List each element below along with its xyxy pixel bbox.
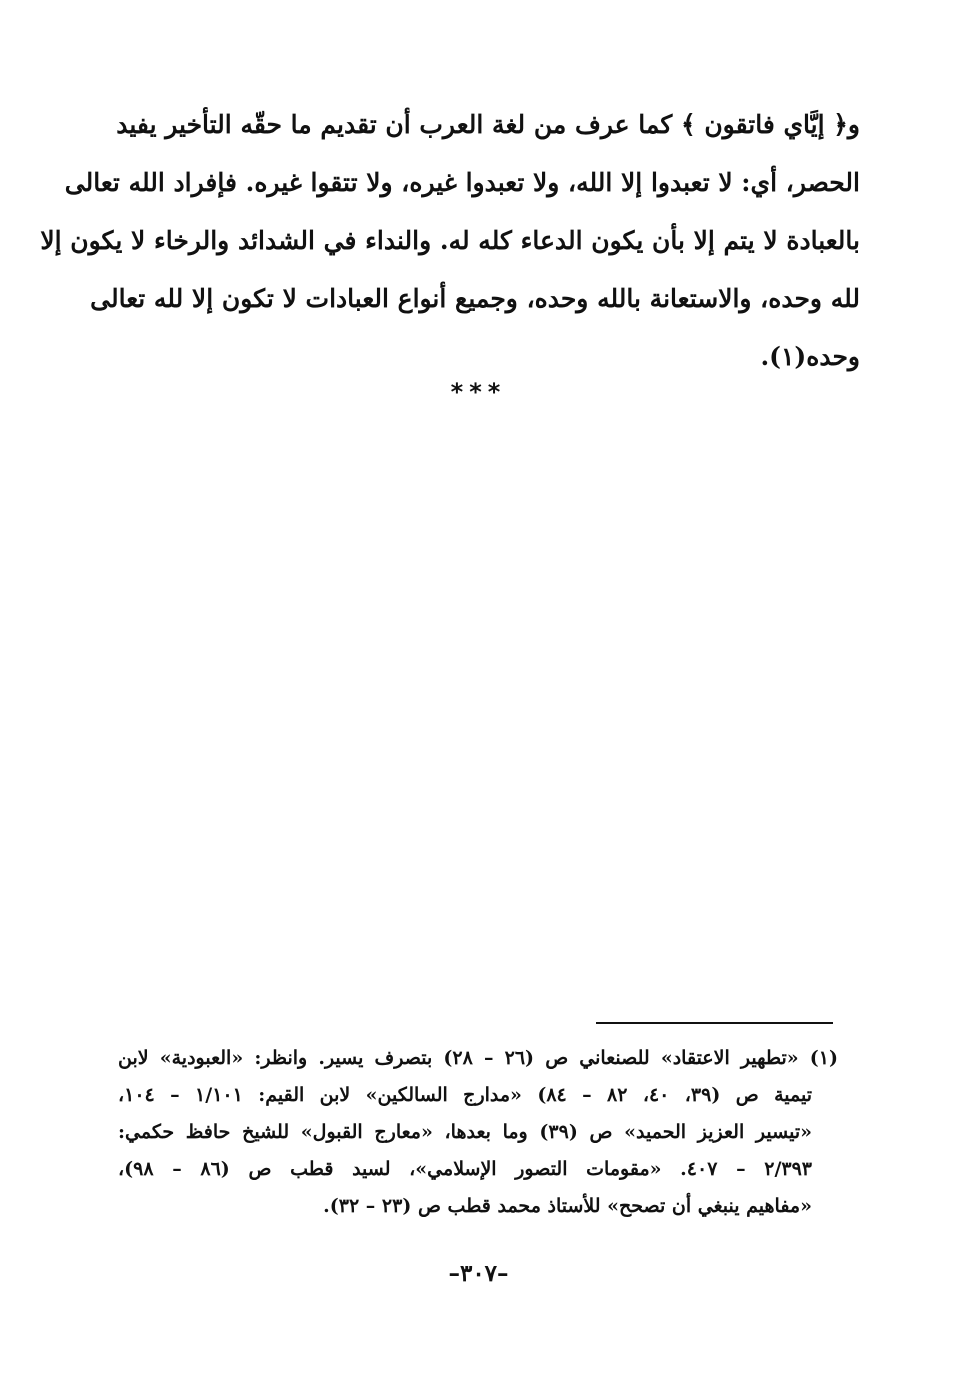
footnote-line: (١) «تطهير الاعتقاد» للصنعاني ص (٢٦ – ٢٨) بتصرف يسير. وانظر: «العبودية» لابن — [118, 1047, 838, 1069]
footnotes-block — [118, 1040, 838, 1225]
footnote-line: ٢/٣٩٣ – ٤٠٧. «مقومات التصور الإسلامي»، لسيد قطب ص (٨٦ – ٩٨)، — [118, 1158, 812, 1180]
page-number: –٣٠٧– — [448, 1260, 509, 1287]
section-separator: *** — [450, 378, 507, 406]
main-text-line: و﴿ إيَّاي فاتقون ﴾ كما عرف من لغة العرب أن تقديم ما حقّه التأخير يفيد — [116, 110, 860, 139]
main-text-block — [40, 96, 860, 386]
main-text-line: لله وحده، والاستعانة بالله وحده، وجميع أنواع العبادات لا تكون إلا لله تعالى — [90, 284, 860, 313]
main-text-line: وحده(١). — [760, 342, 860, 371]
footnote-line: «مفاهيم ينبغي أن تصحح» للأستاذ محمد قطب ص (٢٣ – ٣٢). — [323, 1195, 812, 1217]
main-text-line: بالعبادة لا يتم إلا بأن يكون الدعاء كله له. والنداء في الشدائد والرخاء لا يكون إلا — [40, 226, 860, 255]
footnote-divider — [596, 1022, 833, 1024]
footnote-line: «تيسير العزيز الحميد» ص (٣٩) وما بعدها، «معارج القبول» للشيخ حافظ حكمي: — [118, 1121, 812, 1143]
footnote-line: تيمية ص (٣٩، ٤٠، ٨٢ – ٨٤) «مدارج السالكين» لابن القيم: ١/١٠١ – ١٠٤، — [118, 1084, 813, 1106]
main-text-line: الحصر، أي: لا تعبدوا إلا الله، ولا تعبدوا غيره، ولا تتقوا غيره. فإفراد الله تعالى — [64, 168, 860, 197]
